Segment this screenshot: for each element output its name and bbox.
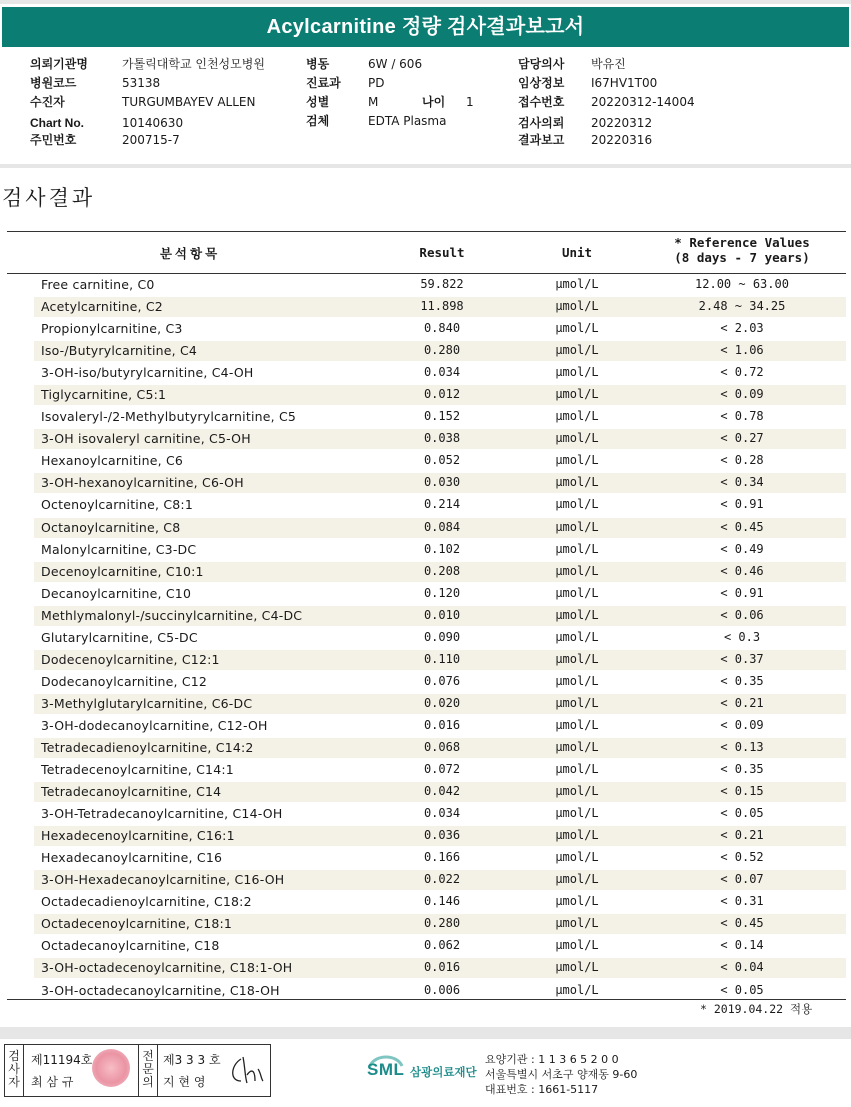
result-value: 0.036: [423, 828, 461, 843]
analyte-name: Decanoylcarnitine, C10: [41, 585, 192, 601]
analyte-name: 3-OH-Tetradecanoylcarnitine, C14-OH: [41, 806, 283, 822]
unit-value: μmol/L: [555, 409, 599, 424]
signature-box: [4, 1044, 271, 1097]
unit-value: μmol/L: [555, 717, 599, 732]
analyte-name: Dodecanoylcarnitine, C12: [41, 673, 208, 689]
reference-value: < 0.91: [720, 585, 764, 600]
analyte-name: Octenoylcarnitine, C8:1: [41, 497, 193, 513]
header-reference: [652, 235, 832, 265]
unit-value: μmol/L: [555, 894, 599, 909]
unit-value: μmol/L: [555, 850, 599, 865]
analyte-name: 3-OH-hexanoylcarnitine, C6-OH: [41, 475, 244, 491]
result-value: 0.038: [423, 431, 461, 446]
result-value: 0.072: [423, 762, 461, 777]
result-value: 0.006: [423, 982, 461, 997]
reference-value: < 0.35: [720, 673, 764, 688]
reference-value: < 0.15: [720, 784, 764, 799]
footer-gray-bar: [0, 1027, 851, 1039]
unit-value: μmol/L: [555, 541, 599, 556]
table-row: [7, 935, 846, 957]
table-row: [7, 715, 846, 737]
info-label: 병동: [306, 57, 330, 71]
reference-value: < 0.31: [720, 894, 764, 909]
report-title: Acylcarnitine 정량 검사결과보고서: [2, 7, 849, 47]
result-value: 0.280: [423, 343, 461, 358]
info-label: Chart No.: [30, 116, 84, 130]
result-value: 0.110: [423, 651, 461, 666]
analyte-name: 3-OH-octadecanoylcarnitine, C18-OH: [41, 982, 280, 998]
info-label: 진료과: [306, 76, 341, 90]
analyte-name: Free carnitine, C0: [41, 277, 155, 292]
specialist-label: [138, 1045, 158, 1096]
info-label: 검사의뢰: [518, 116, 565, 130]
result-value: 0.030: [423, 475, 461, 490]
result-value: 0.016: [423, 717, 461, 732]
unit-value: μmol/L: [555, 519, 599, 534]
reference-value: < 0.46: [720, 563, 764, 578]
unit-value: μmol/L: [555, 431, 599, 446]
table-row: [7, 472, 846, 494]
result-value: 0.120: [423, 585, 461, 600]
unit-value: μmol/L: [555, 938, 599, 953]
header-item: 분석항목: [159, 246, 221, 261]
tester-label: [5, 1045, 24, 1096]
header-result: Result: [419, 245, 465, 260]
age-label: 나이: [422, 95, 446, 109]
unit-value: μmol/L: [555, 872, 599, 887]
vertical-label-text: 검 사 자: [8, 1049, 20, 1089]
analyte-name: Isovaleryl-/2-Methylbutyrylcarnitine, C5: [41, 409, 297, 425]
info-column-3: [518, 55, 695, 150]
unit-value: μmol/L: [555, 475, 599, 490]
reference-value: < 0.34: [720, 475, 764, 490]
org-logo-text: SML: [367, 1060, 405, 1079]
info-label: 병원코드: [30, 76, 77, 90]
unit-value: μmol/L: [555, 629, 599, 644]
info-label: 성별: [306, 95, 330, 109]
unit-value: μmol/L: [555, 365, 599, 380]
vertical-label-text: 전 문 의: [142, 1049, 154, 1089]
info-value: 가톨릭대학교 인천성모병원: [122, 57, 265, 71]
table-row: [7, 384, 846, 406]
table-bottom-rule: [7, 999, 846, 1000]
unit-value: μmol/L: [555, 585, 599, 600]
result-value: 11.898: [420, 299, 464, 314]
reference-value: < 0.78: [720, 409, 764, 424]
result-value: 0.010: [423, 607, 461, 622]
result-value: 0.034: [423, 806, 461, 821]
table-row: [7, 891, 846, 913]
result-value: 0.076: [423, 673, 461, 688]
table-row: [7, 671, 846, 693]
reference-value: < 0.52: [720, 850, 764, 865]
top-gray-bar: [0, 0, 851, 4]
reference-value: < 1.06: [720, 343, 764, 358]
reference-value: < 0.49: [720, 541, 764, 556]
official-seal: [92, 1049, 130, 1087]
analyte-name: Hexadecanoylcarnitine, C16: [41, 850, 223, 866]
unit-value: μmol/L: [555, 563, 599, 578]
table-row: [7, 605, 846, 627]
unit-value: μmol/L: [555, 321, 599, 336]
tester-name: 최 삼 규: [31, 1075, 74, 1089]
tester-id: 제11194호: [31, 1053, 93, 1067]
specialist-name: 지 현 영: [163, 1075, 206, 1089]
result-value: 0.152: [423, 409, 461, 424]
analyte-name: Dodecenoylcarnitine, C12:1: [41, 651, 220, 667]
info-label: 의뢰기관명: [30, 57, 88, 71]
specialist-id: 제3 3 3 호: [163, 1053, 221, 1067]
unit-value: μmol/L: [555, 651, 599, 666]
analyte-name: 3-OH-iso/butyrylcarnitine, C4-OH: [41, 365, 254, 381]
reference-value: < 2.03: [720, 321, 764, 336]
analyte-name: Iso-/Butyrylcarnitine, C4: [41, 343, 198, 359]
unit-value: μmol/L: [555, 387, 599, 402]
table-row: [7, 517, 846, 539]
reference-value: < 0.72: [720, 365, 764, 380]
result-value: 0.022: [423, 872, 461, 887]
unit-value: μmol/L: [555, 960, 599, 975]
result-value: 0.214: [423, 497, 461, 512]
reference-value: < 0.09: [720, 717, 764, 732]
table-row: [7, 627, 846, 649]
result-value: 0.020: [423, 695, 461, 710]
reference-value: < 0.91: [720, 497, 764, 512]
info-column-2: [306, 55, 486, 131]
reference-value: < 0.35: [720, 762, 764, 777]
unit-value: μmol/L: [555, 673, 599, 688]
table-row: [7, 274, 846, 296]
analyte-name: Octadecadienoylcarnitine, C18:2: [41, 894, 252, 910]
result-value: 0.102: [423, 541, 461, 556]
info-value: TURGUMBAYEV ALLEN: [122, 95, 256, 109]
analyte-name: 3-Methylglutarylcarnitine, C6-DC: [41, 695, 253, 711]
table-row: [7, 362, 846, 384]
header-unit: Unit: [561, 245, 593, 260]
info-value: EDTA Plasma: [368, 114, 447, 128]
analyte-name: 3-OH isovaleryl carnitine, C5-OH: [41, 431, 251, 447]
info-value: 6W / 606: [368, 57, 423, 71]
reference-value: < 0.06: [720, 607, 764, 622]
unit-value: μmol/L: [555, 982, 599, 997]
reference-value: < 0.3: [723, 629, 761, 644]
analyte-name: Methlymalonyl-/succinylcarnitine, C4-DC: [41, 607, 303, 623]
reference-value: < 0.28: [720, 453, 764, 468]
unit-value: μmol/L: [555, 277, 599, 291]
table-row: [7, 406, 846, 428]
unit-value: μmol/L: [555, 784, 599, 799]
table-row: [7, 583, 846, 605]
result-value: 59.822: [420, 277, 464, 291]
table-row: [7, 561, 846, 583]
info-value: I67HV1T00: [591, 76, 658, 90]
reference-value: < 0.13: [720, 739, 764, 754]
org-name: 삼광의료재단: [410, 1065, 477, 1079]
unit-value: μmol/L: [555, 916, 599, 931]
unit-value: μmol/L: [555, 695, 599, 710]
table-row: [7, 340, 846, 362]
info-label: 검체: [306, 114, 330, 128]
result-value: 0.042: [423, 784, 461, 799]
analyte-name: Octanoylcarnitine, C8: [41, 519, 181, 535]
unit-value: μmol/L: [555, 806, 599, 821]
result-value: 0.146: [423, 894, 461, 909]
analyte-name: Tetradecanoylcarnitine, C14: [41, 784, 222, 800]
analyte-name: 3-OH-dodecanoylcarnitine, C12-OH: [41, 717, 268, 733]
reference-value: < 0.05: [720, 806, 764, 821]
unit-value: μmol/L: [555, 762, 599, 777]
analyte-name: 3-OH-octadecenoylcarnitine, C18:1-OH: [41, 960, 293, 976]
table-row: [7, 825, 846, 847]
info-value: PD: [368, 76, 385, 90]
org-institution-code: 요양기관 : 1 1 3 6 5 2 0 0: [485, 1053, 619, 1066]
analyte-name: Tetradecenoylcarnitine, C14:1: [41, 762, 234, 778]
info-label: 접수번호: [518, 95, 565, 109]
table-row: [7, 759, 846, 781]
result-value: 0.052: [423, 453, 461, 468]
info-value: 20220312-14004: [591, 95, 695, 109]
info-value: 20220312: [591, 116, 653, 130]
analyte-name: Glutarylcarnitine, C5-DC: [41, 629, 198, 645]
table-top-rule: [7, 231, 846, 232]
reference-value: < 0.09: [720, 387, 764, 402]
analyte-name: 3-OH-Hexadecanoylcarnitine, C16-OH: [41, 872, 285, 888]
table-row: [7, 847, 846, 869]
unit-value: μmol/L: [555, 299, 599, 314]
info-value: 20220316: [591, 133, 653, 147]
analyte-name: Hexadecenoylcarnitine, C16:1: [41, 828, 235, 844]
info-value: 200715-7: [122, 133, 180, 147]
result-value: 0.208: [423, 563, 461, 578]
table-row: [7, 693, 846, 715]
table-row: [7, 957, 846, 979]
reference-value: < 0.04: [720, 960, 764, 975]
table-row: [7, 737, 846, 759]
analyte-name: Tetradecadienoylcarnitine, C14:2: [41, 739, 254, 755]
analyte-name: Tiglycarnitine, C5:1: [41, 387, 167, 403]
unit-value: μmol/L: [555, 739, 599, 754]
analyte-name: Octadecanoylcarnitine, C18: [41, 938, 220, 954]
result-value: 0.062: [423, 938, 461, 953]
result-value: 0.016: [423, 960, 461, 975]
table-row: [7, 781, 846, 803]
info-value: M: [368, 95, 379, 109]
result-rows: [7, 274, 846, 1002]
section-title: 검사결과: [2, 186, 96, 210]
result-value: 0.068: [423, 739, 461, 754]
reference-value: 2.48 ~ 34.25: [698, 299, 786, 314]
reference-value: < 0.05: [720, 982, 764, 997]
reference-value: < 0.45: [720, 519, 764, 534]
org-address: 서울특별시 서초구 양재동 9-60: [485, 1068, 638, 1081]
age-value: 1: [466, 95, 474, 109]
table-row: [7, 428, 846, 450]
reference-value: < 0.21: [720, 695, 764, 710]
info-value: 53138: [122, 76, 161, 90]
result-value: 0.012: [423, 387, 461, 402]
table-row: [7, 450, 846, 472]
analyte-name: Hexanoylcarnitine, C6: [41, 453, 184, 469]
reference-value: 12.00 ~ 63.00: [695, 277, 789, 291]
result-value: 0.840: [423, 321, 461, 336]
table-row: [7, 649, 846, 671]
result-value: 0.280: [423, 916, 461, 931]
section-divider: [0, 164, 851, 168]
reference-value: < 0.14: [720, 938, 764, 953]
analyte-name: Malonylcarnitine, C3-DC: [41, 541, 197, 557]
unit-value: μmol/L: [555, 607, 599, 622]
info-label: 결과보고: [518, 133, 565, 147]
unit-value: μmol/L: [555, 828, 599, 843]
reference-value: < 0.21: [720, 828, 764, 843]
analyte-name: Propionylcarnitine, C3: [41, 321, 183, 337]
info-label: 주민번호: [30, 133, 77, 147]
info-label: 수진자: [30, 95, 65, 109]
unit-value: μmol/L: [555, 343, 599, 358]
reference-value: < 0.45: [720, 916, 764, 931]
reference-value: < 0.37: [720, 651, 764, 666]
table-row: [7, 913, 846, 935]
table-row: [7, 803, 846, 825]
table-row: [7, 296, 846, 318]
table-row: [7, 869, 846, 891]
result-value: 0.166: [423, 850, 461, 865]
unit-value: μmol/L: [555, 497, 599, 512]
result-value: 0.084: [423, 519, 461, 534]
analyte-name: Acetylcarnitine, C2: [41, 299, 163, 315]
header-reference-line2: (8 days - 7 years): [674, 250, 810, 265]
table-row: [7, 539, 846, 561]
info-label: 담당의사: [518, 57, 565, 71]
info-label: 임상정보: [518, 76, 565, 90]
table-row: [7, 494, 846, 516]
footnote: * 2019.04.22 적용: [700, 1002, 813, 1016]
result-value: 0.034: [423, 365, 461, 380]
reference-value: < 0.07: [720, 872, 764, 887]
analyte-name: Octadecenoylcarnitine, C18:1: [41, 916, 233, 932]
result-value: 0.090: [423, 629, 461, 644]
table-row: [7, 318, 846, 340]
header-reference-line1: * Reference Values: [674, 235, 810, 250]
info-value: 10140630: [122, 116, 184, 130]
reference-value: < 0.27: [720, 431, 764, 446]
info-column-1: [30, 55, 265, 150]
analyte-name: Decenoylcarnitine, C10:1: [41, 563, 204, 579]
info-value: 박유진: [591, 57, 626, 71]
org-phone: 대표번호 : 1661-5117: [485, 1083, 599, 1096]
signature-scribble: [227, 1051, 267, 1089]
unit-value: μmol/L: [555, 453, 599, 468]
